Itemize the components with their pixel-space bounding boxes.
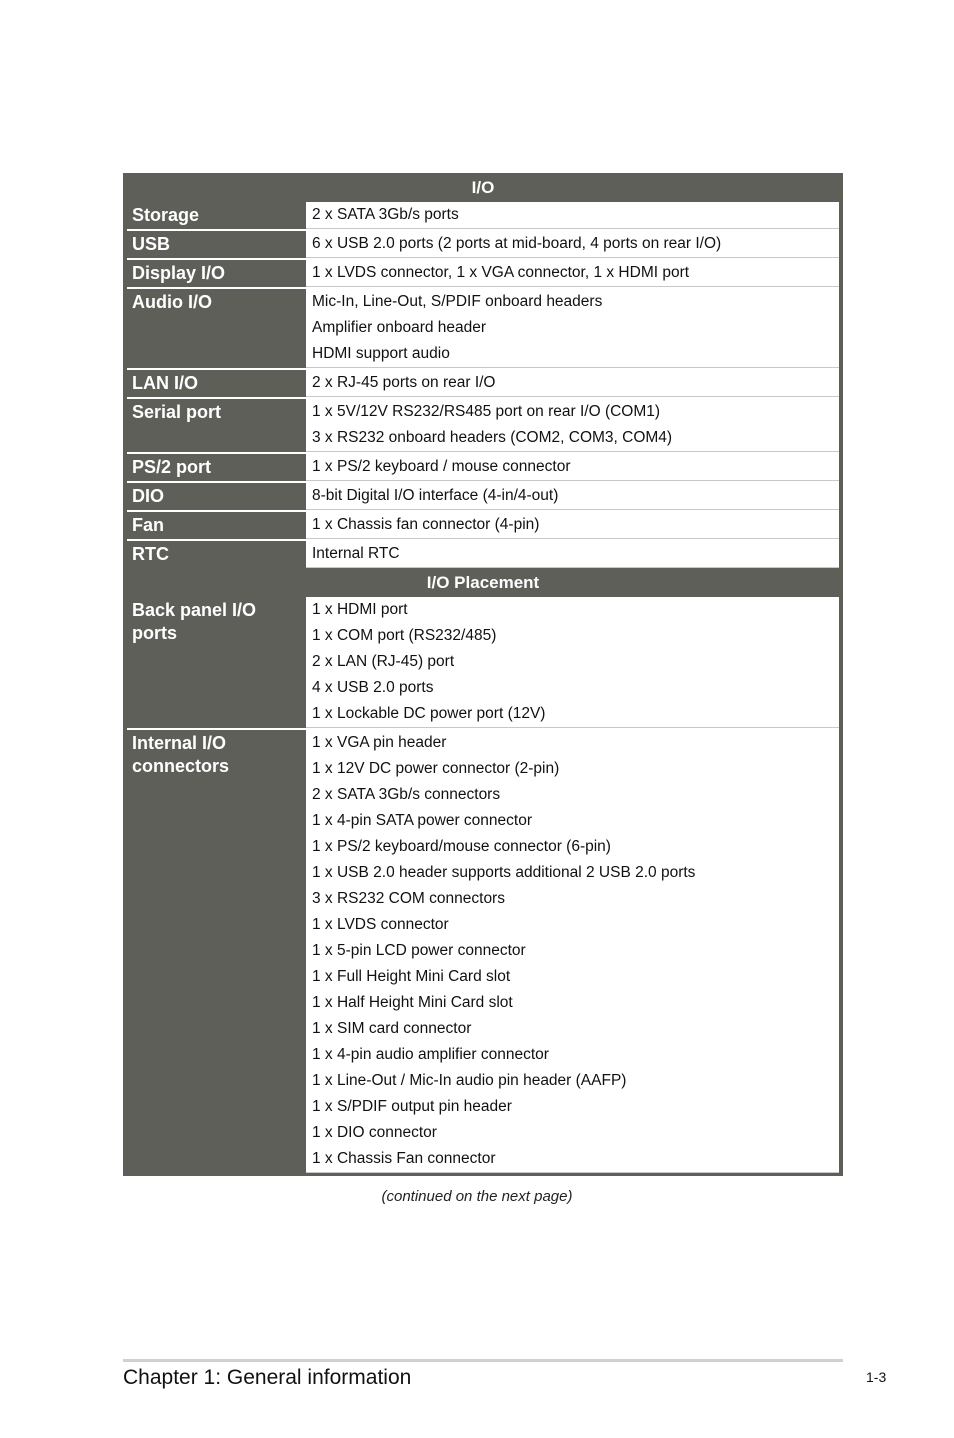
row-label: LAN I/O [132,373,198,393]
value-line: 8-bit Digital I/O interface (4-in/4-out) [312,487,559,504]
io-placement-rows [127,597,839,1173]
row-label: Internal I/O connectors [132,733,230,776]
value-line: 1 x LVDS connector [312,916,449,933]
row-label: Back panel I/O ports [132,600,257,643]
section-header-io-placement: I/O Placement [426,573,540,592]
value-line: 1 x LVDS connector, 1 x VGA connector, 1 x HDMI port [312,264,690,281]
row-label: Storage [132,205,200,225]
table-row [127,728,839,1173]
row-label: USB [132,234,171,254]
table-row [127,258,839,287]
value-line: 1 x PS/2 keyboard/mouse connector (6-pin) [312,838,611,855]
value-line: 2 x SATA 3Gb/s connectors [312,786,501,803]
value-line: 1 x SIM card connector [312,1020,472,1037]
value-line: 1 x Half Height Mini Card slot [312,994,513,1011]
io-rows [127,202,839,568]
row-values [306,730,839,1173]
row-label: DIO [132,486,165,506]
value-line: 1 x 12V DC power connector (2-pin) [312,760,560,777]
row-values [306,541,839,568]
value-line: 1 x USB 2.0 header supports additional 2 USB 2.0 ports [312,864,696,881]
value-line: 1 x Lockable DC power port (12V) [312,705,546,722]
table-row [127,287,839,368]
value-line: 1 x 5-pin LCD power connector [312,942,526,959]
table-row [127,452,839,481]
table-row [127,539,839,568]
row-label: Serial port [132,402,222,422]
row-values [306,512,839,539]
table-row [127,597,839,728]
table-row [127,481,839,510]
table-row [127,368,839,397]
value-line: Internal RTC [312,545,400,562]
row-values [306,231,839,258]
row-label: PS/2 port [132,457,212,477]
table-row [127,397,839,452]
row-values [306,454,839,481]
value-line: 1 x 5V/12V RS232/RS485 port on rear I/O (COM1) [312,403,661,420]
spec-table [123,173,843,1176]
value-line: 1 x Full Height Mini Card slot [312,968,511,985]
value-line: Amplifier onboard header [312,319,487,336]
value-line: 1 x DIO connector [312,1124,437,1141]
page-number: 1-3 [866,1369,887,1385]
value-line: 3 x RS232 onboard headers (COM2, COM3, COM4) [312,429,673,446]
value-line: 1 x 4-pin audio amplifier connector [312,1046,549,1063]
section-header-io: I/O [471,178,495,197]
value-line: 6 x USB 2.0 ports (2 ports at mid-board, 4 ports on rear I/O) [312,235,722,252]
value-line: 1 x 4-pin SATA power connector [312,812,532,829]
value-line: Mic-In, Line-Out, S/PDIF onboard headers [312,293,603,310]
value-line: 1 x COM port (RS232/485) [312,627,497,644]
row-label: Audio I/O [132,292,212,312]
value-line: 1 x S/PDIF output pin header [312,1098,512,1115]
value-line: 2 x SATA 3Gb/s ports [312,206,459,223]
value-line: 4 x USB 2.0 ports [312,679,434,696]
value-line: 1 x PS/2 keyboard / mouse connector [312,458,571,475]
table-row [127,229,839,258]
value-line: 2 x LAN (RJ-45) port [312,653,455,670]
row-values [306,483,839,510]
row-values [306,260,839,287]
table-row [127,510,839,539]
value-line: 2 x RJ-45 ports on rear I/O [312,374,496,391]
row-values [306,370,839,397]
row-label: RTC [132,544,169,564]
value-line: 1 x HDMI port [312,601,408,618]
row-values [306,289,839,368]
value-line: 3 x RS232 COM connectors [312,890,505,907]
chapter-title: Chapter 1: General information [123,1366,412,1389]
value-line: 1 x Line-Out / Mic-In audio pin header (AAFP) [312,1072,627,1089]
value-line: 1 x Chassis Fan connector [312,1150,496,1167]
row-values [306,597,839,728]
row-label: Display I/O [132,263,226,283]
table-row [127,202,839,229]
row-label: Fan [132,515,165,535]
row-values [306,202,839,229]
value-line: HDMI support audio [312,345,450,362]
continued-note: (continued on the next page) [381,1188,573,1205]
value-line: 1 x VGA pin header [312,734,447,751]
row-values [306,399,839,452]
footer-divider [123,1359,843,1362]
value-line: 1 x Chassis fan connector (4-pin) [312,516,540,533]
